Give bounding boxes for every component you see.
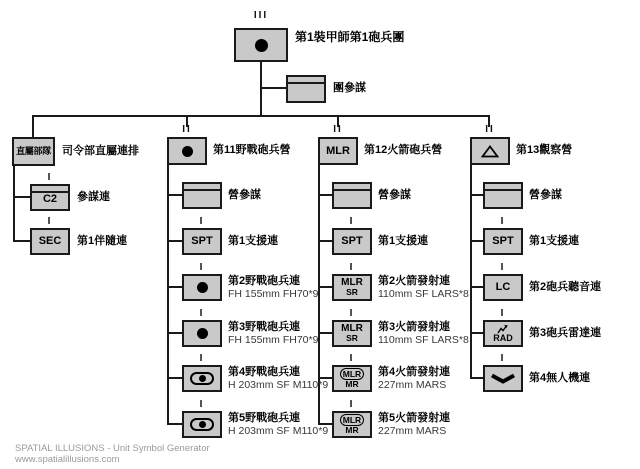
unit-equipment: FH 155mm FH70*9 <box>228 287 319 300</box>
echelon-company: I <box>47 172 53 183</box>
staff-bar-icon <box>32 191 68 193</box>
stub-line <box>318 194 333 196</box>
echelon-company: I <box>349 399 355 410</box>
mlr-sr-text <box>341 324 363 343</box>
echelon-regiment: III <box>253 10 269 21</box>
unit-equipment: 110mm SF LARS*8 <box>378 287 469 300</box>
branch4-trunk-line <box>470 164 472 379</box>
unit-box-spt <box>332 228 372 255</box>
stub-line <box>318 286 333 288</box>
unit-box-bn-staff <box>332 182 372 209</box>
artillery-dot-icon <box>199 375 206 382</box>
rad-symbol <box>493 325 513 343</box>
branch1-drop-line <box>32 115 34 137</box>
unit-box-mlr-mr-company <box>332 365 372 392</box>
stub-line <box>470 240 484 242</box>
drone-chevron-icon <box>489 373 517 384</box>
regiment-staff-stub-line <box>261 87 286 89</box>
echelon-company: I <box>199 353 205 364</box>
unit-box-text: 直屬部隊 <box>16 146 51 156</box>
unit-name: 第5野戰砲兵連 <box>228 412 301 424</box>
unit-label-sec: 第1伴隨連 <box>77 235 128 247</box>
unit-box-mlr-sr-company <box>332 320 372 347</box>
unit-box-subtext: MR <box>345 425 359 435</box>
echelon-company: I <box>349 262 355 273</box>
footer-line1: SPATIAL ILLUSIONS - Unit Symbol Generator <box>15 443 210 454</box>
unit-box-text: C2 <box>42 193 58 205</box>
unit-label-mlr-company <box>378 366 450 391</box>
staff-bar-icon <box>334 189 370 191</box>
unit-box-regiment-staff <box>286 75 326 103</box>
unit-box-text: SPT <box>492 235 514 247</box>
unit-box-drone <box>483 365 523 392</box>
stub-line <box>318 332 333 334</box>
echelon-company: I <box>199 308 205 319</box>
unit-box-text: SPT <box>341 235 363 247</box>
echelon-company: I <box>500 262 506 273</box>
staff-bar-icon <box>485 189 521 191</box>
unit-label-sp-fa-company <box>228 412 328 437</box>
artillery-dot-icon <box>182 146 193 157</box>
stub-line <box>167 423 182 425</box>
stub-line <box>167 194 182 196</box>
unit-label-fa-company <box>228 321 318 346</box>
unit-box-lc <box>483 274 523 301</box>
echelon-company: I <box>349 308 355 319</box>
unit-box-c2 <box>30 184 70 211</box>
stub-line <box>470 332 484 334</box>
unit-label-spt: 第1支援連 <box>228 235 279 247</box>
stub-line <box>167 377 182 379</box>
staff-bar-icon <box>184 189 220 191</box>
unit-equipment: 227mm MARS <box>378 378 447 391</box>
unit-label-c2: 參謀連 <box>77 191 110 203</box>
unit-label-drone: 第4無人機連 <box>529 372 591 384</box>
unit-label-fa-battalion: 第11野戰砲兵營 <box>213 144 291 156</box>
unit-box-fa-battalion <box>167 137 207 165</box>
unit-box-text: SEC <box>38 235 62 247</box>
unit-box-mlr-mr-company <box>332 411 372 438</box>
unit-label-mlr-company <box>378 412 450 437</box>
unit-name: 第3野戰砲兵連 <box>228 321 301 333</box>
unit-box-sp-fa-company <box>182 411 222 438</box>
unit-label-lc: 第2砲兵聽音連 <box>529 281 602 293</box>
echelon-company: I <box>500 308 506 319</box>
unit-box-text: LC <box>495 281 511 293</box>
artillery-dot-icon <box>197 282 208 293</box>
unit-box-text: RAD <box>493 332 513 343</box>
unit-label-obs-battalion: 第13觀察營 <box>516 144 573 156</box>
unit-box-text: MLR <box>326 144 350 157</box>
unit-label-mlr-company <box>378 321 469 346</box>
unit-name: 第4火箭發射連 <box>378 366 451 378</box>
unit-box-hq <box>12 137 55 166</box>
unit-label-spt: 第1支援連 <box>378 235 429 247</box>
echelon-battalion: II <box>333 124 343 135</box>
unit-box-text: MLR <box>341 323 363 334</box>
unit-box-bn-staff <box>483 182 523 209</box>
unit-name: 第5火箭發射連 <box>378 412 451 424</box>
mlr-mr-text <box>340 368 364 389</box>
unit-name: 第2野戰砲兵連 <box>228 275 301 287</box>
unit-box-subtext: SR <box>346 287 358 297</box>
echelon-company: I <box>47 216 53 227</box>
echelon-company: I <box>349 353 355 364</box>
branch2-trunk-line <box>167 164 169 425</box>
root-trunk-line <box>260 62 262 116</box>
stub-line <box>167 332 182 334</box>
unit-label-fa-company <box>228 275 318 300</box>
unit-box-subtext: SR <box>346 333 358 343</box>
unit-box-text: MLR <box>341 277 363 288</box>
unit-box-obs-battalion <box>470 137 510 165</box>
unit-label-mlr-battalion: 第12火箭砲兵營 <box>364 144 443 156</box>
footer-line2: www.spatialillusions.com <box>15 454 120 465</box>
unit-equipment: 227mm MARS <box>378 424 447 437</box>
unit-box-fa-company <box>182 274 222 301</box>
unit-label-rad: 第3砲兵雷達連 <box>529 327 602 339</box>
unit-name: 第4野戰砲兵連 <box>228 366 301 378</box>
unit-box-fa-company <box>182 320 222 347</box>
stub-line <box>470 194 484 196</box>
stub-line <box>470 286 484 288</box>
sp-artillery-oval-dot-icon <box>190 418 214 431</box>
mlr-mr-text <box>340 414 364 435</box>
unit-name: 第2火箭發射連 <box>378 275 451 287</box>
unit-box-spt <box>182 228 222 255</box>
unit-box-bn-staff <box>182 182 222 209</box>
unit-box-text: MLR <box>340 414 364 426</box>
sp-artillery-oval-dot-icon <box>190 372 214 385</box>
unit-box-text: MLR <box>340 368 364 380</box>
unit-box-sp-fa-company <box>182 365 222 392</box>
unit-box-text: SPT <box>191 235 213 247</box>
unit-label-spt: 第1支援連 <box>529 235 580 247</box>
unit-box-mlr-battalion <box>318 137 358 165</box>
echelon-company: I <box>349 216 355 227</box>
echelon-company: I <box>500 353 506 364</box>
unit-label-regiment-staff: 團參謀 <box>333 82 366 94</box>
unit-label-hq: 司令部直屬連排 <box>62 145 139 157</box>
artillery-dot-icon <box>255 39 268 52</box>
mlr-sr-text <box>341 278 363 297</box>
echelon-battalion: II <box>485 124 495 135</box>
footer-credit <box>15 443 210 465</box>
stub-line <box>318 240 333 242</box>
stub-line <box>13 240 30 242</box>
stub-line <box>13 196 30 198</box>
unit-name: 第3火箭發射連 <box>378 321 451 333</box>
branch1-trunk-line <box>13 166 15 242</box>
artillery-dot-icon <box>197 328 208 339</box>
unit-equipment: FH 155mm FH70*9 <box>228 333 319 346</box>
unit-equipment: H 203mm SF M110*9 <box>228 378 329 391</box>
unit-box-subtext: MR <box>345 379 359 389</box>
stub-line <box>167 286 182 288</box>
echelon-company: I <box>500 216 506 227</box>
unit-label-regiment: 第1裝甲師第1砲兵團 <box>295 30 405 44</box>
echelon-company: I <box>199 262 205 273</box>
echelon-company: I <box>199 399 205 410</box>
stub-line <box>167 240 182 242</box>
stub-line <box>470 377 484 379</box>
unit-box-regiment <box>234 28 288 62</box>
unit-box-mlr-sr-company <box>332 274 372 301</box>
unit-box-sec <box>30 228 70 255</box>
unit-label-bn-staff: 營參謀 <box>228 189 261 201</box>
unit-box-rad <box>483 320 523 347</box>
echelon-company: I <box>199 216 205 227</box>
main-connector-line <box>32 115 490 117</box>
unit-equipment: H 203mm SF M110*9 <box>228 424 329 437</box>
unit-box-spt <box>483 228 523 255</box>
unit-label-bn-staff: 營參謀 <box>529 189 562 201</box>
staff-bar-icon <box>288 82 324 84</box>
echelon-battalion: II <box>182 124 192 135</box>
unit-equipment: 110mm SF LARS*8 <box>378 333 469 346</box>
artillery-dot-icon <box>199 421 206 428</box>
unit-label-mlr-company <box>378 275 469 300</box>
unit-label-bn-staff: 營參謀 <box>378 189 411 201</box>
observation-triangle-icon <box>481 145 499 158</box>
unit-label-sp-fa-company <box>228 366 328 391</box>
